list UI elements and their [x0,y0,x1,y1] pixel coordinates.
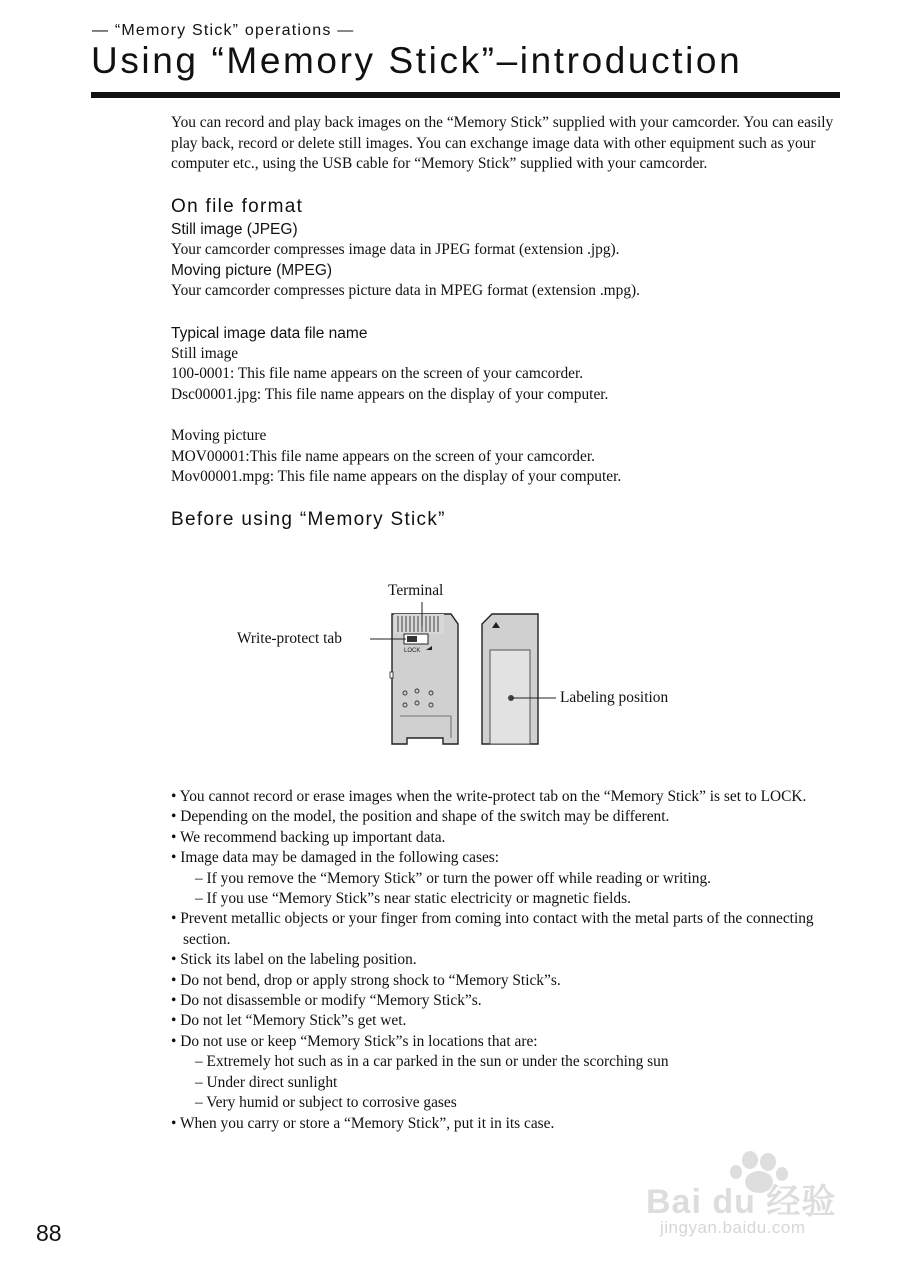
intro-paragraph: You can record and play back images on the “Memory Stick” supplied with your camcorder. You can easily play back, record or delete still images. You can exchange image data with other equipment such as your computer etc., using the USB cable for “Memory Stick” supplied with your camcorder. [171,114,834,172]
bullet-item [171,807,851,827]
sub-bullet-item: – Very humid or subject to corrosive gases [195,1094,457,1112]
bullet-text: • Depending on the model, the position and shape of the switch may be different. [171,808,670,826]
title-rule [91,92,840,98]
still-image-heading: Still image (JPEG) [171,220,298,238]
moving-name-line-1: MOV00001:This file name appears on the screen of your camcorder. [171,447,595,465]
bullet-text: • Do not let “Memory Stick”s get wet. [171,1012,407,1030]
write-protect-label: Write-protect tab [237,630,342,647]
memory-stick-diagram [230,576,710,751]
bullet-item [171,909,851,950]
sub-bullet-item: – Extremely hot such as in a car parked in the sun or under the scorching sun [195,1053,669,1071]
moving-picture-label: Moving picture [171,427,267,444]
bullet-item [171,828,851,848]
watermark-url: jingyan.baidu.com [660,1218,806,1237]
bullet-item [171,1032,851,1114]
section-label: — “Memory Stick” operations — [92,22,355,39]
bullet-item [171,1114,851,1134]
bullet-text: • Image data may be damaged in the following cases: [171,849,500,867]
memory-stick-figure [230,576,710,751]
sub-list [183,869,851,910]
bullet-item [171,971,851,991]
bullet-list [171,787,851,1134]
bullet-text: • Do not use or keep “Memory Stick”s in locations that are: [171,1032,538,1050]
labeling-position-label: Labeling position [560,689,669,706]
notes-list [171,787,851,1134]
bullet-text: • Do not bend, drop or apply strong shock to “Memory Stick”s. [171,971,561,989]
sub-bullet-item: – If you use “Memory Stick”s near static electricity or magnetic fields. [195,890,631,908]
bullet-text: • You cannot record or erase images when the write-protect tab on the “Memory Stick” is set to LOCK. [171,788,807,805]
sub-bullet-item: – If you remove the “Memory Stick” or turn the power off while reading or writing. [195,869,712,887]
bullet-item [171,848,851,909]
still-name-line-1: 100-0001: This file name appears on the screen of your camcorder. [171,365,584,382]
bullet-text: • Stick its label on the labeling position. [171,951,417,969]
typical-name-heading: Typical image data file name [171,324,368,342]
bullet-text: • We recommend backing up important data. [171,828,446,846]
still-image-text: Your camcorder compresses image data in JPEG format (extension .jpg). [171,240,620,258]
file-format-heading: On file format [171,195,304,217]
lock-text: LOCK [404,648,421,654]
bullet-item [171,787,851,807]
still-image-label: Still image [171,344,239,362]
watermark-brand: Bai du 经验 [646,1183,837,1221]
baidu-watermark [640,1148,860,1248]
bullet-text: • Do not disassemble or modify “Memory Stick”s. [171,992,482,1010]
moving-name-line-2: Mov00001.mpg: This file name appears on the display of your computer. [171,468,622,485]
bullet-text: • When you carry or store a “Memory Stick”, put it in its case. [171,1114,555,1132]
terminal-area [394,614,444,634]
sub-bullet-item: – Under direct sunlight [195,1073,338,1091]
bullet-item [171,1011,851,1031]
page-number: 88 [36,1220,62,1246]
moving-picture-heading: Moving picture (MPEG) [171,262,333,279]
bullet-text: • Prevent metallic objects or your finger from coming into contact with the metal parts of the connecting section. [171,910,814,948]
bullet-item [171,991,851,1011]
still-name-line-2: Dsc00001.jpg: This file name appears on the display of your computer. [171,385,609,403]
before-using-heading: Before using “Memory Stick” [171,508,446,530]
bullet-item [171,950,851,970]
moving-picture-text: Your camcorder compresses picture data in MPEG format (extension .mpg). [171,282,641,299]
main-content [171,113,841,532]
terminal-label: Terminal [388,582,444,599]
sub-list [183,1052,851,1113]
page-title: Using “Memory Stick”–introduction [91,40,743,81]
